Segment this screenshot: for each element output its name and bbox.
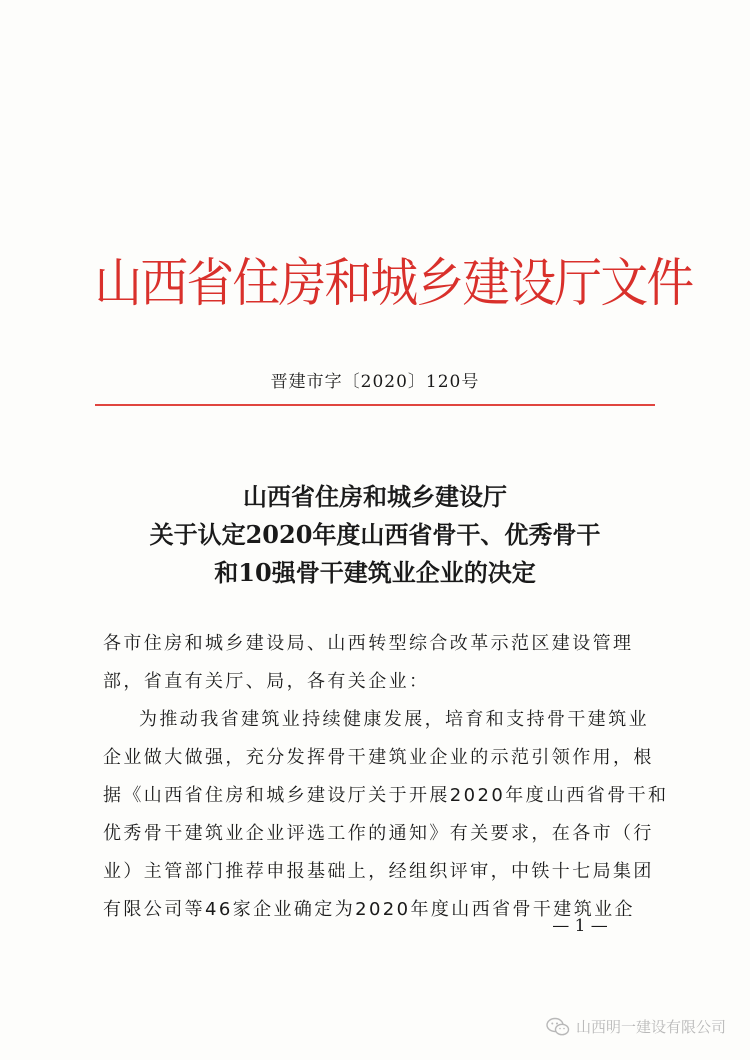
document-subject — [0, 478, 750, 592]
red-divider-line — [95, 404, 655, 406]
watermark-text: 山西明一建设有限公司 — [575, 1018, 726, 1036]
document-number: 晋建市字〔2020〕120号 — [270, 372, 480, 392]
body-line: 各市住房和城乡建设局、山西转型综合改革示范区建设管理 — [103, 633, 634, 654]
document-body — [103, 625, 669, 929]
subject-line-1: 山西省住房和城乡建设厅 — [243, 482, 507, 511]
body-line: 优秀骨干建筑业企业评选工作的通知》有关要求，在各市（行 — [103, 823, 654, 844]
subject-line-2: 关于认定2020年度山西省骨干、优秀骨干 — [149, 520, 601, 549]
page-number: — 1 — — [552, 916, 608, 936]
body-line: 为推动我省建筑业持续健康发展，培育和支持骨干建筑业 — [139, 709, 649, 730]
body-line: 据《山西省住房和城乡建设厅关于开展2020年度山西省骨干和 — [103, 785, 669, 806]
body-line: 部，省直有关厅、局，各有关企业： — [103, 671, 430, 692]
body-line: 有限公司等46家企业确定为2020年度山西省骨干建筑业企 — [103, 899, 635, 920]
wechat-icon — [546, 1017, 570, 1037]
body-line: 企业做大做强，充分发挥骨干建筑业企业的示范引领作用，根 — [103, 747, 654, 768]
watermark — [546, 1016, 726, 1038]
issuing-authority-title: 山西省住房和城乡建设厅文件 — [94, 254, 693, 314]
subject-line-3: 和10强骨干建筑业企业的决定 — [214, 558, 536, 587]
body-line: 业）主管部门推荐申报基础上，经组织评审，中铁十七局集团 — [103, 861, 654, 882]
